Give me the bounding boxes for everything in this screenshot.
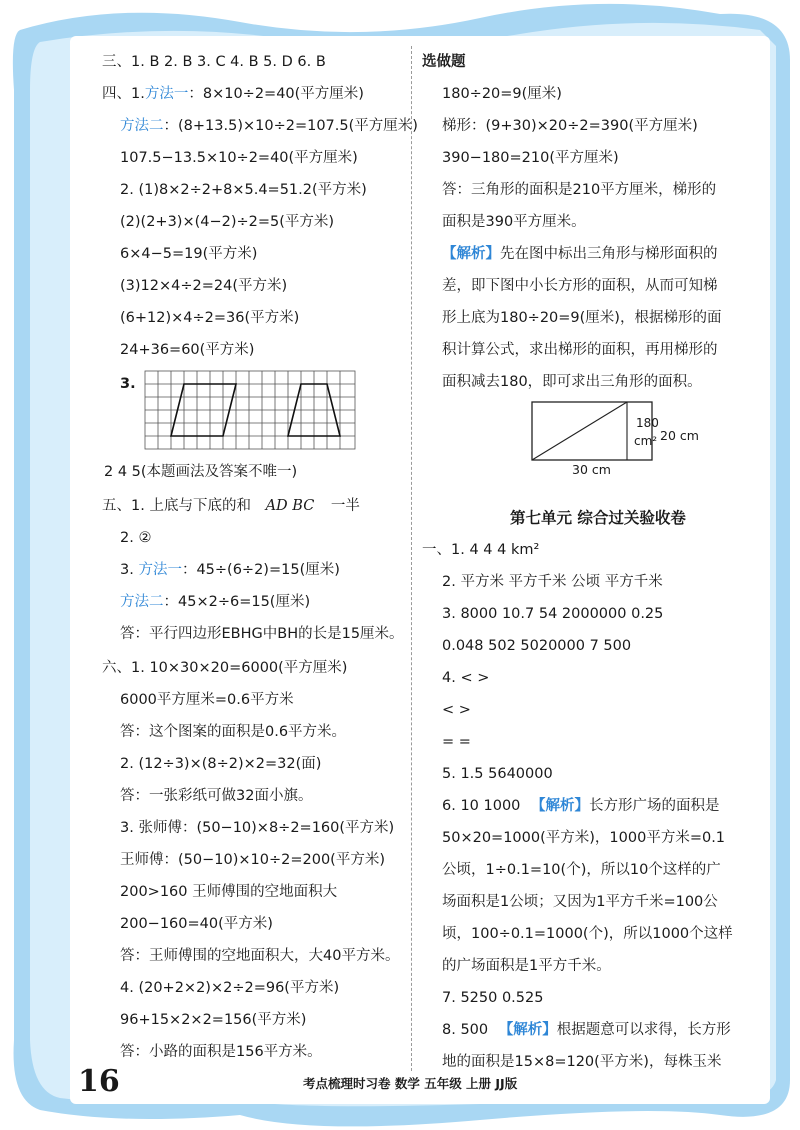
answer-line: 6×4−5=19(平方米) (120, 246, 258, 262)
grid-figure (144, 370, 356, 452)
answer-line: 面积是390平方厘米。 (442, 214, 586, 230)
answer-line (442, 1020, 731, 1040)
answer-text: 根据题意可以求得，长方形 (556, 1022, 731, 1038)
answer-line: 答：平行四边形EBHG中BH的长是15厘米。 (120, 626, 404, 642)
answer-line: (6+12)×4÷2=36(平方米) (120, 310, 300, 326)
page-content (78, 40, 768, 1090)
answer-line: (2)(2+3)×(4−2)÷2=5(平方米) (120, 214, 335, 230)
answer-line: 答：小路的面积是156平方米。 (120, 1044, 322, 1060)
answer-line: (3)12×4÷2=24(平方米) (120, 278, 288, 294)
answer-line: = = (442, 734, 471, 750)
answer-line (102, 496, 360, 516)
answer-line: 2. ② (120, 530, 152, 546)
answer-line: 答：王师傅围的空地面积大，大40平方米。 (120, 948, 400, 964)
figure-label-width: 30 cm (572, 462, 611, 477)
answer-line: 2. 平方米 平方千米 公顷 平方千米 (442, 574, 663, 590)
method-label: 方法二 (120, 594, 164, 610)
answer-line: 0.048 502 5020000 7 500 (442, 638, 632, 654)
answer-line (120, 116, 418, 136)
answer-line (442, 796, 720, 816)
answer-line: 3. 张师傅：(50−10)×8÷2=160(平方米) (120, 820, 395, 836)
answer-line: 4. < > (442, 670, 490, 686)
method-label: 方法二 (120, 118, 164, 134)
answer-line: 答：三角形的面积是210平方厘米，梯形的 (442, 182, 717, 198)
answer-line (120, 560, 340, 580)
analysis-line: 50×20=1000(平方米)，1000平方米=0.1 (442, 830, 726, 846)
answer-line: 3. 8000 10.7 54 2000000 0.25 (442, 606, 664, 622)
analysis-tag: 【解析】 (442, 246, 500, 262)
analysis-line: 地的面积是15×8=120(平方米)，每株玉米 (442, 1054, 722, 1070)
answer-line: 200−160=40(平方米) (120, 916, 273, 932)
answer-line: 梯形：(9+30)×20÷2=390(平方厘米) (442, 118, 698, 134)
analysis-line: 场面积是1公顷；又因为1平方千米=100公 (442, 894, 718, 910)
analysis-line: 形上底为180÷20=9(厘米)，根据梯形的面 (442, 310, 722, 326)
question-number: 四、1. (102, 86, 145, 102)
question-number: 3. (120, 562, 134, 578)
analysis-line (442, 244, 718, 264)
answer-text: AD BC (265, 498, 315, 514)
column-divider (411, 46, 412, 1071)
answer-line: 4. (20+2×2)×2÷2=96(平方米) (120, 980, 340, 996)
analysis-tag: 【解析】 (498, 1022, 557, 1038)
answer-line: 答：一张彩纸可做32面小旗。 (120, 788, 313, 804)
answer-line: 96+15×2×2=156(平方米) (120, 1012, 307, 1028)
analysis-line: 的广场面积是1平方千米。 (442, 958, 611, 974)
method-label: 方法一 (144, 86, 189, 102)
analysis-line: 顷，100÷0.1=1000(个)，所以1000个这样 (442, 926, 733, 942)
answer-text: 6. 10 1000 (442, 798, 521, 814)
answer-line: 2. (12÷3)×(8÷2)×2=32(面) (120, 756, 322, 772)
answer-text: 8. 500 (442, 1022, 489, 1038)
answer-line: 5. 1.5 5640000 (442, 766, 553, 782)
answer-text: 一半 (330, 498, 360, 514)
answer-line (120, 592, 310, 612)
answer-line: 24+36=60(平方米) (120, 342, 255, 358)
book-info: 考点梳理时习卷 数学 五年级 上册 JJ版 (303, 1076, 518, 1091)
answer-text: ：45×2÷6=15(厘米) (163, 594, 311, 610)
figure-label-180: 180 (636, 416, 659, 430)
answer-line: 六、1. 10×30×20=6000(平方厘米) (102, 660, 348, 676)
answer-line: 一、1. 4 4 4 km² (422, 542, 540, 558)
answer-line: 6000平方厘米=0.6平方米 (120, 692, 294, 708)
answer-line: 2 4 5(本题画法及答案不唯一) (104, 464, 298, 480)
analysis-line: 公顷，1÷0.1=10(个)，所以10个这样的广 (442, 862, 721, 878)
answer-line: 2. (1)8×2÷2+8×5.4=51.2(平方米) (120, 182, 367, 198)
answer-text: ：45÷(6÷2)=15(厘米) (181, 562, 340, 578)
method-label: 方法一 (138, 562, 182, 578)
answer-text: 先在图中标出三角形与梯形面积的 (500, 246, 718, 262)
figure-label-cm2: cm² (634, 434, 658, 448)
answer-line: 7. 5250 0.525 (442, 990, 544, 1006)
answer-text: ：8×10÷2=40(平方厘米) (188, 86, 364, 102)
analysis-line: 差，即下图中小长方形的面积，从而可知梯 (442, 278, 718, 294)
answer-text: 五、1. 上底与下底的和 (102, 498, 251, 514)
answer-text: ：(8+13.5)×10÷2=107.5(平方厘米) (163, 118, 418, 134)
unit-title: 第七单元 综合过关验收卷 (510, 509, 686, 527)
answer-line: 200>160 王师傅围的空地面积大 (120, 884, 338, 900)
page-number: 16 (78, 1064, 120, 1099)
section-heading: 选做题 (422, 54, 466, 70)
answer-line: 王师傅：(50−10)×10÷2=200(平方米) (120, 852, 385, 868)
answer-text: 长方形广场的面积是 (589, 798, 720, 814)
analysis-line: 面积减去180，即可求出三角形的面积。 (442, 374, 702, 390)
answer-line: 107.5−13.5×10÷2=40(平方厘米) (120, 150, 358, 166)
page-footer (78, 1064, 768, 1099)
answer-text: 三、1. B 2. B 3. C 4. B 5. D 6. B (102, 54, 326, 70)
answer-line: < > (442, 702, 471, 718)
answer-line (102, 84, 364, 104)
answer-line: 答：这个图案的面积是0.6平方米。 (120, 724, 347, 740)
figure-label-height: 20 cm (660, 428, 699, 443)
analysis-tag: 【解析】 (531, 798, 590, 814)
answer-line: 180÷20=9(厘米) (442, 86, 562, 102)
question-number: 3. (120, 376, 136, 392)
analysis-line: 积计算公式，求出梯形的面积，再用梯形的 (442, 342, 718, 358)
answer-line (102, 52, 326, 72)
answer-line: 390−180=210(平方厘米) (442, 150, 619, 166)
